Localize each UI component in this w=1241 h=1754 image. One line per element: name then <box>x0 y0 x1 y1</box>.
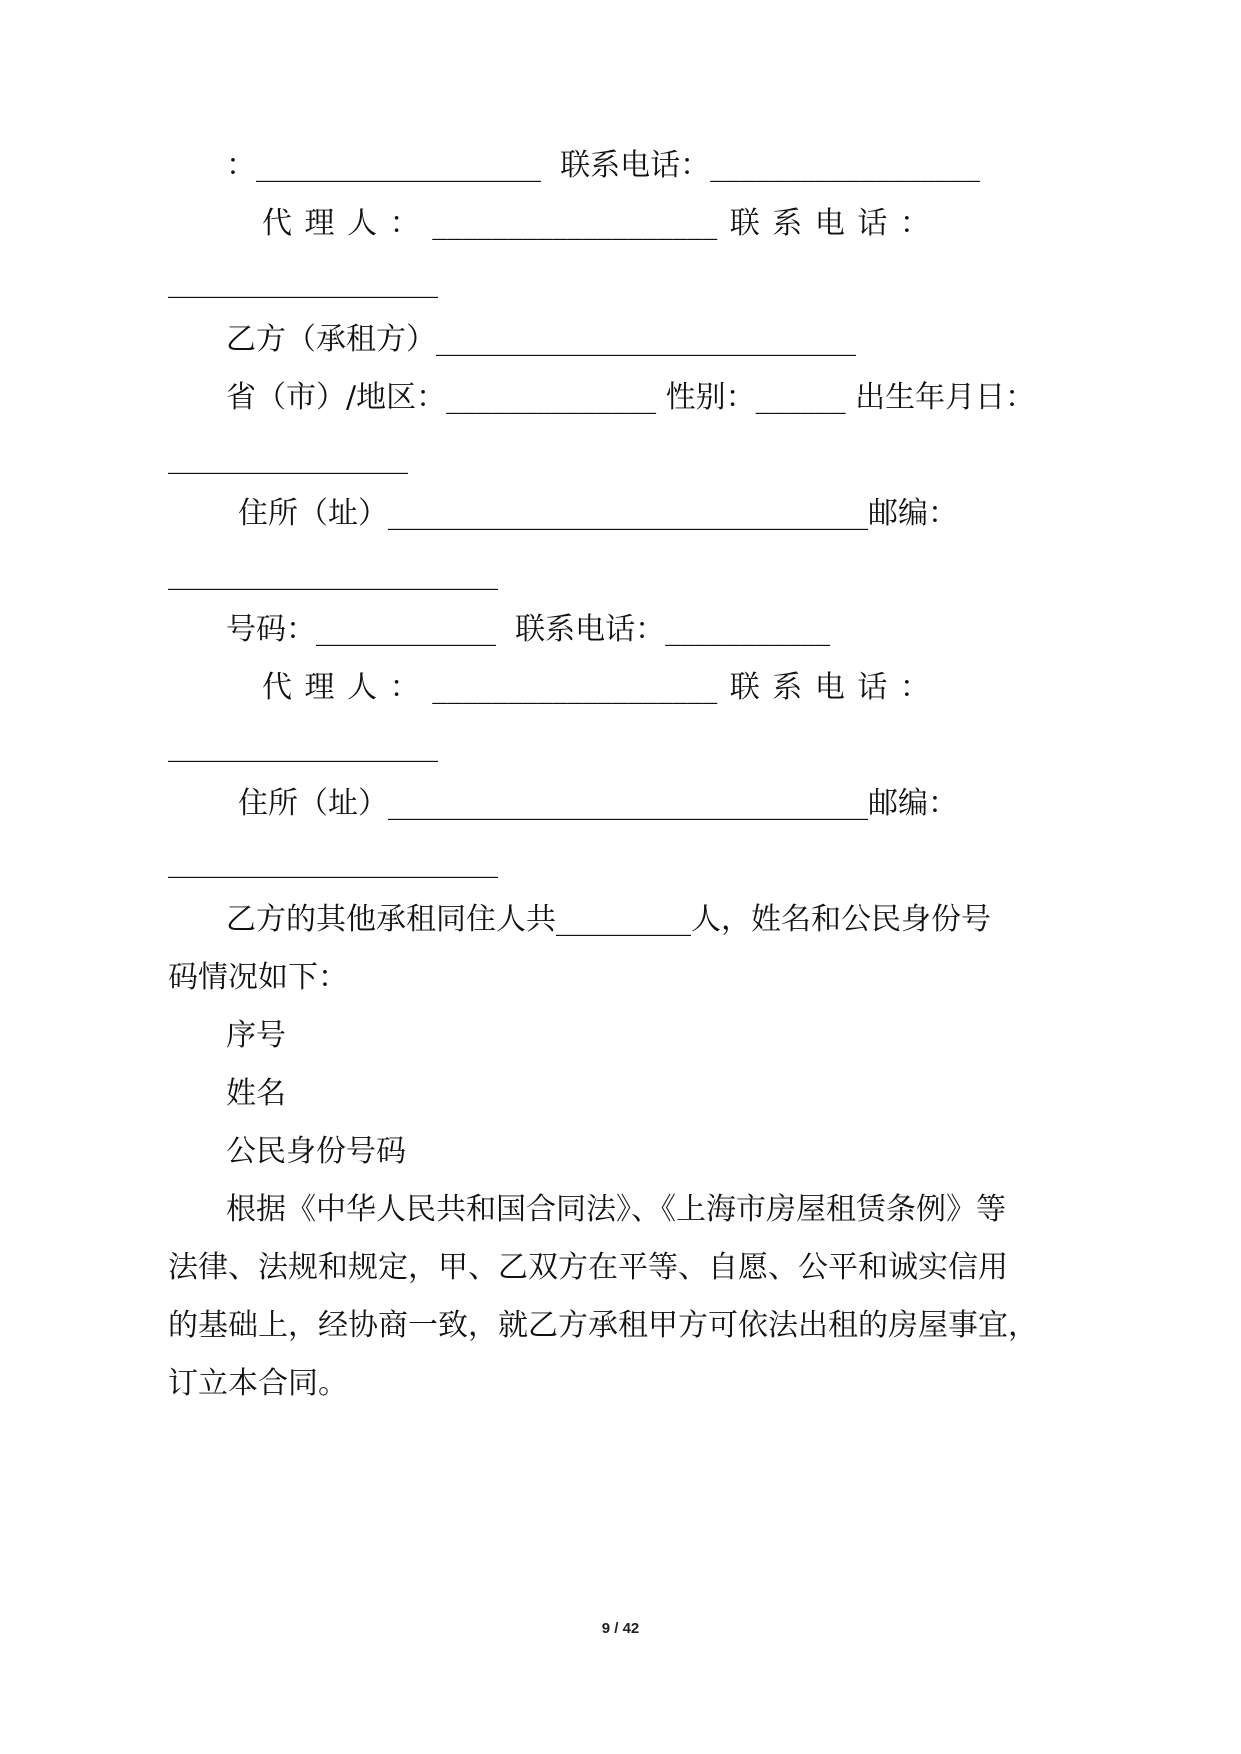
blank-underline-line: ______________________ <box>168 556 498 591</box>
text-char: 所 <box>268 786 298 821</box>
paragraph-line: 法律、法规和规定，甲、乙双方在平等、自愿、公平和诚实信用 <box>168 1250 1008 1285</box>
blank-underline-line: ________________ <box>168 440 408 475</box>
text-char: 联 <box>729 206 760 241</box>
blank-underline: ________________________________ <box>388 496 868 531</box>
paragraph-line: 的基础上，经协商一致，就乙方承租甲方可依法出租的房屋事宜， <box>168 1308 1038 1343</box>
paragraph-line: 码情况如下： <box>168 960 348 995</box>
table-header-index: 序号 <box>226 1018 286 1053</box>
blank-underline: ________________________________ <box>388 786 868 821</box>
blank-underline-line: __________________ <box>168 728 438 763</box>
text-char: ： <box>928 496 958 531</box>
text-char: 人 <box>347 670 378 705</box>
paragraph-line: 根据《中华人民共和国合同法》、《上海市房屋租赁条例》等 <box>226 1192 1006 1227</box>
text-line: ：___________________ 联系电话：__________________ <box>226 148 981 183</box>
text-char: 邮 <box>868 786 898 821</box>
text-char: ： <box>389 206 420 241</box>
paragraph-line: 订立本合同。 <box>168 1366 348 1401</box>
text-char: 理 <box>304 206 335 241</box>
text-char: 代 <box>262 670 292 705</box>
blank-underline: ___________________ <box>432 206 718 241</box>
text-char: 电 <box>814 206 845 241</box>
text-char: ） <box>358 496 388 531</box>
text-line-justified <box>238 494 958 534</box>
text-char: 址 <box>328 786 358 821</box>
blank-underline-line: ______________________ <box>168 844 498 879</box>
text-line: 乙方（承租方）____________________________ <box>226 322 856 357</box>
text-line: 号码：____________ 联系电话：___________ <box>226 612 831 647</box>
text-char: （ <box>298 496 328 531</box>
text-char: 联 <box>729 670 760 705</box>
text-char: 编 <box>898 496 928 531</box>
page-number: 9 / 42 <box>601 1620 640 1637</box>
text-char: 理 <box>304 670 335 705</box>
text-char: 所 <box>268 496 298 531</box>
text-line: 省（市）/地区：______________ 性别：______ 出生年月日： <box>226 380 1036 415</box>
table-header-id-number: 公民身份号码 <box>226 1134 406 1169</box>
text-char: ： <box>899 670 930 705</box>
table-header-name: 姓名 <box>226 1076 286 1111</box>
blank-underline-line: __________________ <box>168 264 438 299</box>
text-char: 人 <box>347 206 378 241</box>
text-line-justified <box>262 204 930 244</box>
text-char: 系 <box>772 206 803 241</box>
text-char: 址 <box>328 496 358 531</box>
text-char: （ <box>298 786 328 821</box>
text-char: 系 <box>772 670 803 705</box>
text-char: 话 <box>857 206 888 241</box>
text-char: ： <box>928 786 958 821</box>
text-char: 编 <box>898 786 928 821</box>
text-char: ： <box>389 670 420 705</box>
text-char: 代 <box>262 206 292 241</box>
text-line-justified <box>262 668 930 708</box>
text-char: 住 <box>238 786 268 821</box>
text-char: ） <box>358 786 388 821</box>
text-char: ： <box>899 206 930 241</box>
text-char: 住 <box>238 496 268 531</box>
text-char: 话 <box>857 670 888 705</box>
text-char: 邮 <box>868 496 898 531</box>
text-char: 电 <box>814 670 845 705</box>
paragraph-line: 乙方的其他承租同住人共_________人，姓名和公民身份号 <box>226 902 991 937</box>
text-line-justified <box>238 784 958 824</box>
blank-underline: ___________________ <box>432 670 718 705</box>
